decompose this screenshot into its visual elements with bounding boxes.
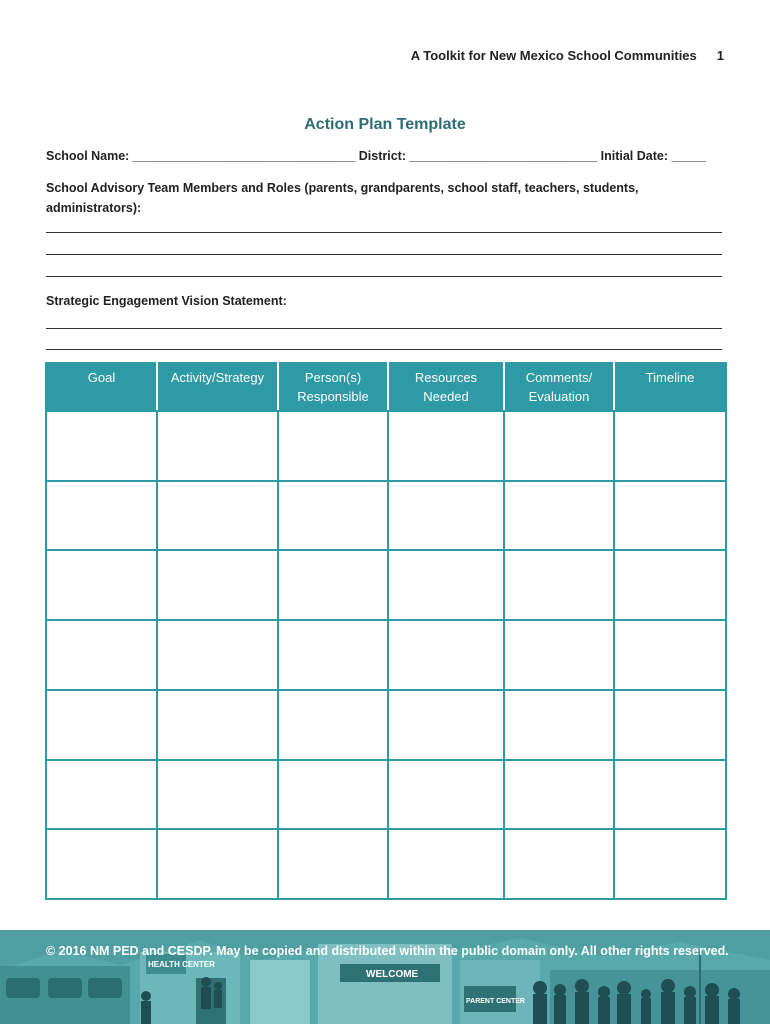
column-header-text: Evaluation [528, 389, 590, 404]
header-title: A Toolkit for New Mexico School Communities [410, 48, 697, 63]
document-title: Action Plan Template [304, 116, 466, 133]
page-number: 1 [716, 48, 724, 63]
table-cell[interactable] [614, 481, 726, 551]
table-cell[interactable] [388, 760, 504, 830]
column-header-text: Goal [87, 370, 116, 385]
column-header [614, 363, 726, 411]
footer-banner [0, 930, 770, 1024]
team-members-fill-line-1 [46, 232, 722, 233]
table-cell[interactable] [278, 829, 388, 899]
health-center-sign: HEALTH CENTER [148, 960, 215, 969]
table-cell[interactable] [614, 760, 726, 830]
table-cell[interactable] [157, 411, 278, 481]
table-row [46, 481, 726, 551]
team-members-label: School Advisory Team Members and Roles (parents, grandparents, school staff, teachers, students, administrators): [46, 181, 639, 215]
table-cell[interactable] [46, 411, 157, 481]
column-header-text: Needed [423, 389, 469, 404]
column-header-text: Timeline [645, 370, 695, 385]
table-cell[interactable] [504, 829, 614, 899]
school-name-line: School Name: ________________________________ District: ___________________________ Initial Date: _____ [46, 149, 707, 163]
table-row [46, 550, 726, 620]
column-header-text: Person(s) [304, 370, 362, 385]
table-cell[interactable] [388, 690, 504, 760]
table-cell[interactable] [504, 481, 614, 551]
table-row [46, 829, 726, 899]
table-cell[interactable] [614, 411, 726, 481]
table-row [46, 760, 726, 830]
table-cell[interactable] [46, 829, 157, 899]
table-cell[interactable] [157, 620, 278, 690]
table-cell[interactable] [504, 760, 614, 830]
table-cell[interactable] [46, 690, 157, 760]
table-cell[interactable] [278, 760, 388, 830]
team-members-fill-line-3 [46, 276, 722, 277]
table-cell[interactable] [46, 550, 157, 620]
table-cell[interactable] [504, 620, 614, 690]
table-cell[interactable] [388, 829, 504, 899]
table-cell[interactable] [46, 481, 157, 551]
table-body [46, 411, 726, 899]
table-cell[interactable] [504, 550, 614, 620]
table-cell[interactable] [46, 760, 157, 830]
column-header [278, 363, 388, 411]
table-cell[interactable] [388, 550, 504, 620]
table-cell[interactable] [278, 481, 388, 551]
action-plan-table [45, 362, 727, 900]
table-row [46, 690, 726, 760]
table-cell[interactable] [157, 690, 278, 760]
column-header [388, 363, 504, 411]
table-cell[interactable] [278, 620, 388, 690]
column-header [157, 363, 278, 411]
team-members-fill-line-2 [46, 254, 722, 255]
column-header-text: Activity/Strategy [170, 370, 265, 385]
table-cell[interactable] [388, 620, 504, 690]
table-cell[interactable] [504, 411, 614, 481]
column-header-text: Responsible [297, 389, 369, 404]
table-cell[interactable] [157, 481, 278, 551]
table-header-row [46, 363, 726, 411]
table-cell[interactable] [504, 690, 614, 760]
copyright-notice: © 2016 NM PED and CESDP. May be copied and distributed within the public domain only. All other rights reserved. [46, 944, 729, 958]
table-cell[interactable] [278, 690, 388, 760]
vision-fill-line-2 [46, 349, 722, 350]
table-row [46, 620, 726, 690]
table-cell[interactable] [46, 620, 157, 690]
table-cell[interactable] [157, 550, 278, 620]
table-cell[interactable] [614, 620, 726, 690]
vision-fill-line-1 [46, 328, 722, 329]
table-cell[interactable] [388, 411, 504, 481]
column-header [46, 363, 157, 411]
column-header-text: Resources [414, 370, 478, 385]
column-header-text: Comments/ [525, 370, 593, 385]
column-header [504, 363, 614, 411]
table-row [46, 411, 726, 481]
table-cell[interactable] [614, 829, 726, 899]
table-cell[interactable] [278, 411, 388, 481]
table-cell[interactable] [157, 829, 278, 899]
vision-statement-label: Strategic Engagement Vision Statement: [46, 294, 287, 308]
parent-center-sign: PARENT CENTER [466, 998, 525, 1005]
table-cell[interactable] [278, 550, 388, 620]
table-cell[interactable] [614, 690, 726, 760]
table-cell[interactable] [388, 481, 504, 551]
table-cell[interactable] [614, 550, 726, 620]
welcome-sign: WELCOME [366, 969, 419, 980]
table-cell[interactable] [157, 760, 278, 830]
page-header [411, 48, 724, 63]
